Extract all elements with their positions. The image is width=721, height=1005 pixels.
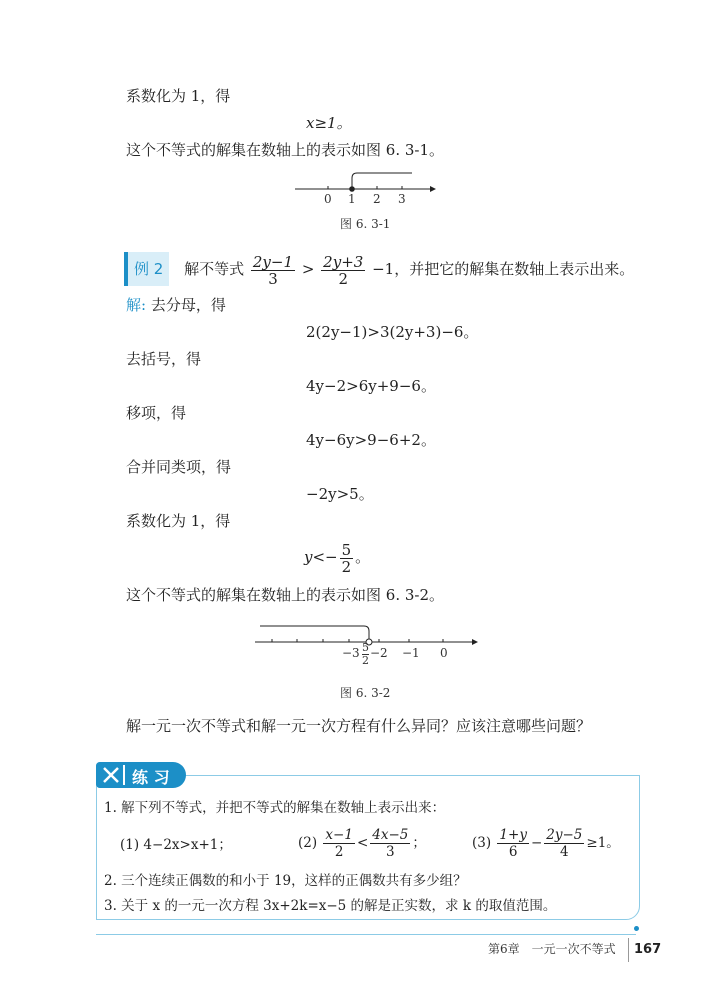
result-equation: x≥1。 <box>306 114 352 132</box>
item-label: (3) <box>472 835 492 851</box>
practice-header <box>96 762 186 788</box>
tick-label: 0 <box>440 646 448 660</box>
solution-label: 解: <box>126 296 147 314</box>
divider <box>123 765 125 785</box>
text-line: 系数化为 1，得 <box>126 87 231 105</box>
numerator: x−1 <box>325 827 353 843</box>
number-line-figure-1 <box>290 168 440 208</box>
equation-part: y<− <box>304 548 338 566</box>
tick-label: 2 <box>373 192 381 206</box>
operator: > <box>301 260 315 278</box>
text-line: 这个不等式的解集在数轴上的表示如图 6. 3-1。 <box>126 141 445 159</box>
footer-rule <box>96 934 636 935</box>
equation: 4y−6y>9−6+2。 <box>306 431 436 449</box>
reflection-question: 解一元一次不等式和解一元一次方程有什么异同？应该注意哪些问题？ <box>126 717 592 735</box>
denominator: 2 <box>334 844 344 860</box>
fraction <box>321 254 365 287</box>
denominator: 2 <box>338 269 349 288</box>
footer-dot <box>634 926 639 931</box>
practice-item: (3) $\frac{1+y}{6}$ − $\frac{2y-5}{4}$ ≥1。 <box>472 827 620 860</box>
denominator: 2 <box>341 557 352 576</box>
fraction <box>340 542 354 575</box>
pencil-ruler-icon <box>102 766 120 784</box>
fraction <box>370 827 410 860</box>
denominator: 2 <box>362 654 369 667</box>
tick-label: 0 <box>324 192 332 206</box>
tick-label: −2 <box>370 646 388 660</box>
page-number: 167 <box>634 942 662 957</box>
fraction <box>323 827 355 860</box>
numerator: 2y−1 <box>252 252 294 271</box>
numerator: 5 <box>341 540 352 559</box>
numerator: 4x−5 <box>372 827 409 843</box>
practice-item: (1) 4−2x>x+1； <box>120 837 232 853</box>
solution-step: 去括号，得 <box>126 350 202 368</box>
fraction <box>497 827 529 860</box>
example-prefix: 解不等式 <box>184 260 245 278</box>
figure-caption: 图 6. 3-1 <box>340 217 391 231</box>
chapter-label: 第6章 一元一次不等式 <box>488 942 616 956</box>
fraction <box>544 827 584 860</box>
tick-label: 1 <box>348 192 356 206</box>
practice-question: 2. 三个连续正偶数的和小于 19，这样的正偶数共有多少组？ <box>104 873 467 889</box>
practice-question: 1. 解下列不等式，并把不等式的解集在数轴上表示出来： <box>104 800 446 816</box>
example-tag: 例 2 <box>124 252 169 286</box>
equation: −2y>5。 <box>306 485 374 503</box>
solution-step: 移项，得 <box>126 404 187 422</box>
numerator: 2y−5 <box>546 827 583 843</box>
denominator: 3 <box>268 269 278 288</box>
denominator: 6 <box>508 844 518 860</box>
equation-part: 。 <box>355 548 371 566</box>
solution-step: 系数化为 1，得 <box>126 512 231 530</box>
practice-item: (2) $\frac{x-1}{2}$ < $\frac{4x-5}{3}$ ； <box>298 827 426 860</box>
tick-label: −1 <box>402 646 420 660</box>
footer-divider <box>628 938 629 962</box>
tick-label: −3 <box>342 646 360 660</box>
step-text: 去分母，得 <box>150 296 226 314</box>
numerator: 2y+3 <box>323 252 364 271</box>
solution-step <box>126 295 226 315</box>
tick-fraction <box>362 642 369 667</box>
figure-caption: 图 6. 3-2 <box>340 686 391 700</box>
numerator: 1+y <box>499 827 527 843</box>
denominator: 4 <box>560 844 569 860</box>
item-label: (2) <box>298 835 318 851</box>
equation <box>304 540 370 575</box>
equation: 2(2y−1)>3(2y+3)−6。 <box>306 323 479 341</box>
equation: 4y−2>6y+9−6。 <box>306 377 436 395</box>
example-statement <box>124 252 634 286</box>
practice-question: 3. 关于 x 的一元一次方程 3x+2k=x−5 的解是正实数，求 k 的取值范围。 <box>104 898 557 914</box>
tick-label: 3 <box>398 192 406 206</box>
practice-title: 练 习 <box>132 768 170 787</box>
denominator: 3 <box>386 844 395 860</box>
item-tail: ≥1。 <box>586 835 620 851</box>
example-suffix: −1，并把它的解集在数轴上表示出来。 <box>372 260 635 278</box>
fraction <box>251 254 295 287</box>
solution-step: 合并同类项，得 <box>126 458 232 476</box>
numerator: 5 <box>362 641 369 654</box>
text-line: 这个不等式的解集在数轴上的表示如图 6. 3-2。 <box>126 586 445 604</box>
